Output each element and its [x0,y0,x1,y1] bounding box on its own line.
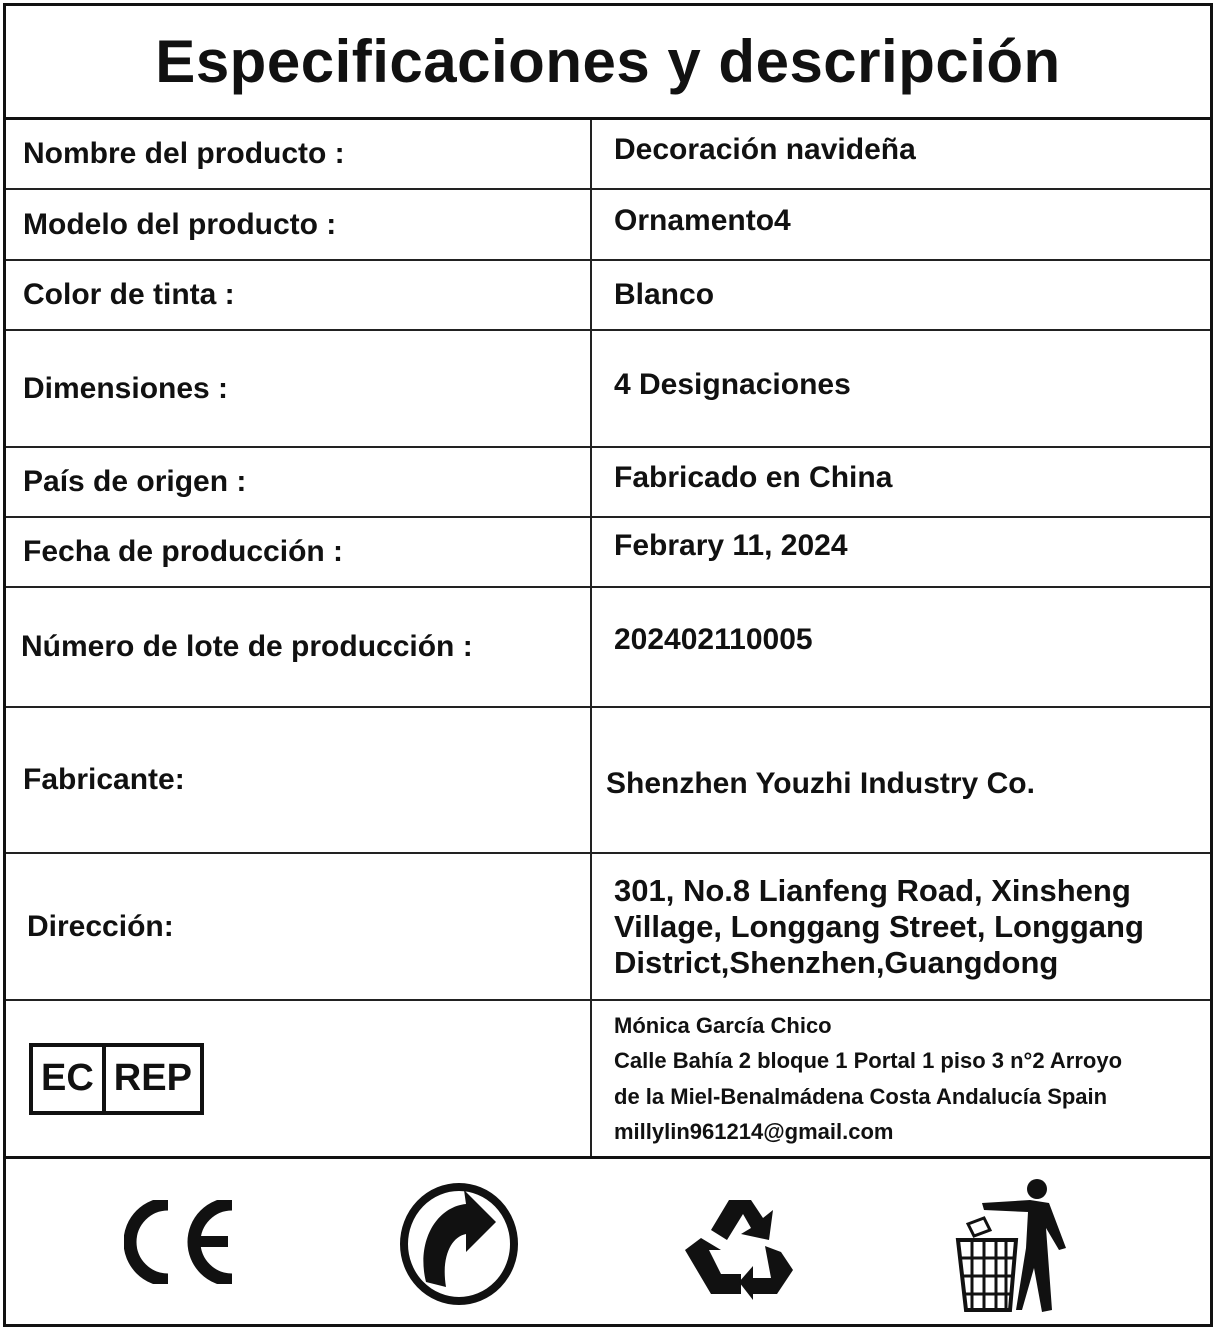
label: Fecha de producción : [6,518,592,586]
certification-icons [6,1160,1210,1324]
value: Shenzhen Youzhi Industry Co. [606,767,1035,800]
row-dimensions [6,331,1210,448]
label: Nombre del producto : [6,120,592,188]
ce-mark-icon [124,1200,240,1284]
label: Dirección: [6,854,592,999]
green-dot-icon [396,1182,522,1306]
row-production-date [6,518,1210,588]
rep-name: Mónica García Chico [614,1012,832,1038]
row-model [6,190,1210,261]
ec-rep-details [594,1001,1210,1156]
address-line: Village, Longgang Street, Longgang [614,908,1144,944]
value: 202402110005 [614,623,813,656]
page-title: Especificaciones y descripción [6,6,1210,120]
row-origin [6,448,1210,518]
label: Color de tinta : [6,261,592,329]
value: 4 Designaciones [614,367,851,401]
rep-address: Calle Bahía 2 bloque 1 Portal 1 piso 3 n°2 Arroyo [614,1048,1123,1073]
value: Fabricado en China [614,461,893,494]
value: Decoración navideña [614,133,916,166]
address-line: 301, No.8 Lianfeng Road, Xinsheng [614,872,1131,908]
ec-rep-cell [6,1001,592,1156]
rep-text: REP [113,1057,192,1099]
row-ec-rep [6,1001,1210,1159]
ec-rep-badge [29,1043,204,1115]
spec-sheet [3,3,1213,1327]
label: País de origen : [6,448,592,516]
label: Fabricante: [6,708,592,852]
tidyman-icon [954,1178,1070,1312]
value: Blanco [614,278,715,311]
label: Número de lote de producción : [6,588,592,706]
rep-email: millylin961214@gmail.com [614,1119,894,1144]
recycle-icon [681,1190,795,1300]
value: Ornamento4 [614,203,791,237]
row-address [6,854,1210,1001]
value [594,854,1210,999]
ec-text: EC [33,1047,106,1111]
row-product-name [6,120,1210,190]
address-line: District,Shenzhen,Guangdong [614,944,1059,980]
row-color [6,261,1210,331]
value: Febrary 11, 2024 [614,529,848,562]
row-manufacturer [6,708,1210,854]
label: Dimensiones : [6,331,592,446]
label: Modelo del producto : [6,190,592,259]
row-batch [6,588,1210,708]
rep-address: de la Miel-Benalmádena Costa Andalucía Spain [614,1083,1108,1109]
